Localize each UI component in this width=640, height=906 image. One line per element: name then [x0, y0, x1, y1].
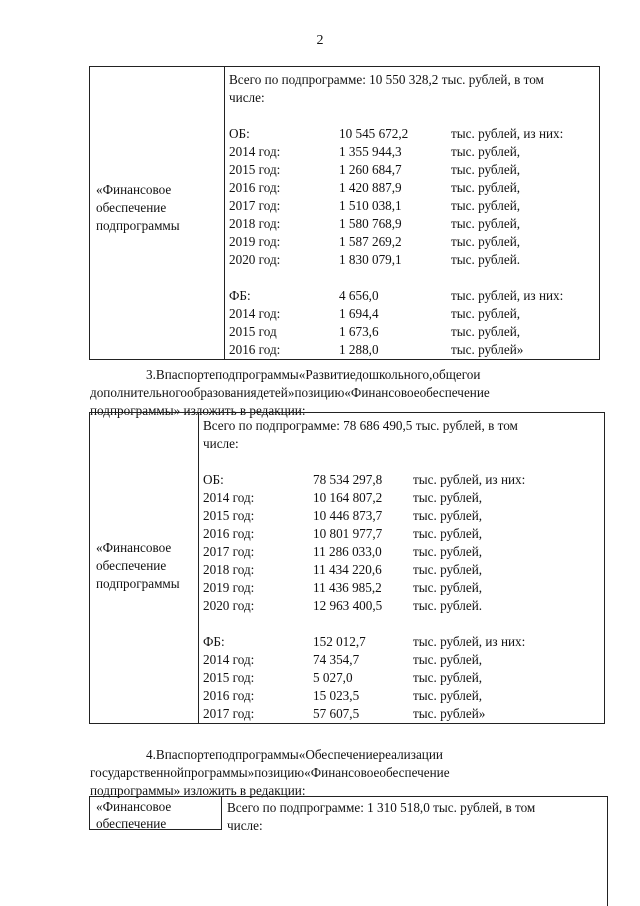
financing-table-2: [89, 412, 605, 724]
word: «Обеспечение: [298, 747, 379, 762]
word: и: [473, 367, 481, 382]
finance-row: [203, 489, 604, 507]
finance-row: [229, 305, 599, 323]
table-2-label-line: «Финансовое: [96, 540, 172, 555]
finance-row-value: 10 801 977,7: [313, 526, 383, 541]
finance-row-name: 2017 год:: [203, 706, 255, 721]
finance-row-value: 1 587 269,2: [339, 234, 402, 249]
finance-row-value: 152 012,7: [313, 634, 366, 649]
finance-row: [203, 561, 604, 579]
table-3-label-line: «Финансовое: [96, 799, 172, 814]
finance-row-name: 2016 год:: [203, 526, 255, 541]
finance-row-name: ОБ:: [229, 126, 250, 141]
finance-row-value: 1 673,6: [339, 324, 379, 339]
finance-row: [203, 525, 604, 543]
word: «Финансовое: [344, 385, 420, 400]
table-3-total-line: числе:: [227, 818, 263, 833]
finance-row-value: 4 656,0: [339, 288, 379, 303]
paragraph-4: [90, 746, 597, 800]
finance-row-unit: тыс. рублей,: [413, 490, 483, 505]
finance-row-value: 5 027,0: [313, 670, 353, 685]
word: общего: [432, 367, 474, 382]
finance-row-value: 1 830 079,1: [339, 252, 402, 267]
finance-row-name: 2014 год:: [203, 490, 255, 505]
finance-row-name: ОБ:: [203, 472, 224, 487]
finance-row-value: 10 164 807,2: [313, 490, 383, 505]
word: позицию: [254, 765, 305, 780]
table-2-total-line: Всего по подпрограмме: 78 686 490,5 тыс. рублей, в том: [203, 418, 518, 433]
finance-row: [203, 507, 604, 525]
finance-row-value: 78 534 297,8: [313, 472, 383, 487]
finance-row-unit: тыс. рублей,: [451, 162, 521, 177]
finance-row-unit: тыс. рублей, из них:: [413, 634, 526, 649]
finance-row-value: 10 545 672,2: [339, 126, 409, 141]
paragraph-3-line: [90, 384, 597, 402]
finance-row-unit: тыс. рублей»: [451, 342, 524, 357]
word: подпрограммы: [215, 747, 299, 762]
finance-row: [203, 651, 604, 669]
finance-row-value: 1 355 944,3: [339, 144, 402, 159]
table-1-fb-group: [229, 287, 599, 359]
finance-row: [229, 251, 599, 269]
finance-row: [229, 287, 599, 305]
paragraph-4-line: [90, 764, 597, 782]
table-1-label-line: подпрограммы: [96, 218, 180, 233]
finance-row-name: 2016 год:: [229, 180, 281, 195]
word: обеспечение: [419, 385, 490, 400]
finance-row-unit: тыс. рублей,: [451, 216, 521, 231]
finance-row: [203, 687, 604, 705]
finance-row-unit: тыс. рублей, из них:: [413, 472, 526, 487]
finance-row-value: 74 354,7: [313, 652, 360, 667]
finance-row: [229, 323, 599, 341]
table-1-label-cell: [90, 67, 225, 360]
table-1-ob-group: [229, 125, 599, 269]
finance-row-unit: тыс. рублей,: [413, 580, 483, 595]
finance-row-unit: тыс. рублей,: [413, 670, 483, 685]
finance-row: [229, 233, 599, 251]
finance-row-unit: тыс. рублей»: [413, 706, 486, 721]
paragraph-3-line: [90, 366, 597, 384]
finance-row: [203, 579, 604, 597]
finance-row-unit: тыс. рублей,: [413, 526, 483, 541]
word: реализации: [378, 747, 443, 762]
finance-row-name: 2018 год:: [203, 562, 255, 577]
word: дополнительного: [90, 385, 188, 400]
finance-row-name: 2018 год:: [229, 216, 281, 231]
word: позицию: [294, 385, 345, 400]
finance-row: [203, 633, 604, 651]
finance-row: [203, 705, 604, 723]
finance-row-value: 1 580 768,9: [339, 216, 402, 231]
table-2-ob-group: [203, 471, 604, 615]
finance-row: [229, 341, 599, 359]
finance-row-name: 2019 год:: [229, 234, 281, 249]
finance-row-name: 2020 год:: [203, 598, 255, 613]
table-3-content-box: [221, 796, 608, 906]
finance-row-unit: тыс. рублей,: [413, 652, 483, 667]
finance-row-name: 2017 год:: [203, 544, 255, 559]
finance-row: [203, 471, 604, 489]
finance-row: [229, 161, 599, 179]
finance-row-value: 1 420 887,9: [339, 180, 402, 195]
finance-row-value: 15 023,5: [313, 688, 360, 703]
table-1-total-line: Всего по подпрограмме: 10 550 328,2 тыс. рублей, в том: [229, 72, 544, 87]
finance-row: [229, 179, 599, 197]
finance-row-unit: тыс. рублей.: [451, 252, 521, 267]
finance-row-name: 2014 год:: [203, 652, 255, 667]
finance-row-value: 10 446 873,7: [313, 508, 383, 523]
word: В: [155, 747, 165, 762]
paragraph-4-line: подпрограммы» изложить в редакции:: [90, 783, 306, 798]
finance-row-name: 2015 год:: [203, 508, 255, 523]
finance-row-name: 2015 год:: [203, 670, 255, 685]
financing-table-1: [89, 66, 600, 360]
word: дошкольного,: [355, 367, 433, 382]
finance-row: [229, 197, 599, 215]
finance-row-name: 2019 год:: [203, 580, 255, 595]
finance-row: [229, 125, 599, 143]
finance-row-name: 2015 год:: [229, 162, 281, 177]
finance-row-unit: тыс. рублей,: [413, 562, 483, 577]
finance-row: [229, 215, 599, 233]
finance-row: [203, 597, 604, 615]
paragraph-4-line: [90, 746, 597, 764]
finance-row-unit: тыс. рублей,: [451, 324, 521, 339]
table-3-label-box: [89, 796, 222, 830]
finance-row-name: 2016 год:: [229, 342, 281, 357]
finance-row-unit: тыс. рублей,: [451, 198, 521, 213]
table-2-label-line: обеспечение: [96, 558, 167, 573]
finance-row-name: 2015 год: [229, 324, 277, 339]
word: государственной: [90, 765, 184, 780]
finance-row-unit: тыс. рублей,: [413, 508, 483, 523]
finance-row-unit: тыс. рублей,: [451, 306, 521, 321]
finance-row-unit: тыс. рублей, из них:: [451, 288, 564, 303]
page-number: 2: [316, 33, 324, 48]
finance-row-value: 1 260 684,7: [339, 162, 402, 177]
table-2-label-cell: [90, 413, 199, 724]
finance-row-unit: тыс. рублей, из них:: [451, 126, 564, 141]
word: программы»: [184, 765, 255, 780]
finance-row: [229, 143, 599, 161]
finance-row-value: 1 510 038,1: [339, 198, 402, 213]
table-1-total-line: числе:: [229, 90, 265, 105]
table-2-fb-group: [203, 633, 604, 723]
word: образования: [187, 385, 257, 400]
finance-row-value: 57 607,5: [313, 706, 360, 721]
table-2-total-line: числе:: [203, 436, 239, 451]
finance-row-value: 1 288,0: [339, 342, 379, 357]
finance-row-unit: тыс. рублей,: [451, 144, 521, 159]
finance-row-unit: тыс. рублей,: [451, 180, 521, 195]
finance-row: [203, 543, 604, 561]
finance-row-unit: тыс. рублей,: [413, 544, 483, 559]
finance-row-value: 11 434 220,6: [313, 562, 382, 577]
finance-row-name: 2020 год:: [229, 252, 281, 267]
finance-row-name: 2016 год:: [203, 688, 255, 703]
finance-row-unit: тыс. рублей.: [413, 598, 483, 613]
table-1-content-cell: [225, 67, 600, 360]
word: 3.: [146, 367, 156, 382]
finance-row-unit: тыс. рублей,: [413, 688, 483, 703]
finance-row-name: ФБ:: [229, 288, 251, 303]
table-2-label-line: подпрограммы: [96, 576, 180, 591]
table-3-label-line: обеспечение: [96, 816, 167, 831]
finance-row-value: 1 694,4: [339, 306, 379, 321]
word: 4.: [146, 747, 156, 762]
word: обеспечение: [379, 765, 450, 780]
finance-row-value: 12 963 400,5: [313, 598, 383, 613]
word: «Финансовое: [304, 765, 380, 780]
table-2-content-cell: [199, 413, 605, 724]
word: паспорте: [164, 747, 216, 762]
finance-row-value: 11 286 033,0: [313, 544, 382, 559]
table-1-label-line: обеспечение: [96, 200, 167, 215]
finance-row: [203, 669, 604, 687]
finance-row-name: ФБ:: [203, 634, 225, 649]
finance-row-name: 2014 год:: [229, 306, 281, 321]
finance-row-name: 2017 год:: [229, 198, 281, 213]
finance-row-value: 11 436 985,2: [313, 580, 382, 595]
finance-row-name: 2014 год:: [229, 144, 281, 159]
financing-table-3: [89, 796, 608, 905]
table-1-label-line: «Финансовое: [96, 182, 172, 197]
word: паспорте: [164, 367, 216, 382]
word: «Развитие: [298, 367, 356, 382]
paragraph-3-line: подпрограммы» изложить в редакции:: [90, 403, 306, 418]
word: В: [155, 367, 165, 382]
word: детей»: [256, 385, 295, 400]
table-3-total-line: Всего по подпрограмме: 1 310 518,0 тыс. рублей, в том: [227, 800, 536, 815]
finance-row-unit: тыс. рублей,: [451, 234, 521, 249]
word: подпрограммы: [215, 367, 299, 382]
